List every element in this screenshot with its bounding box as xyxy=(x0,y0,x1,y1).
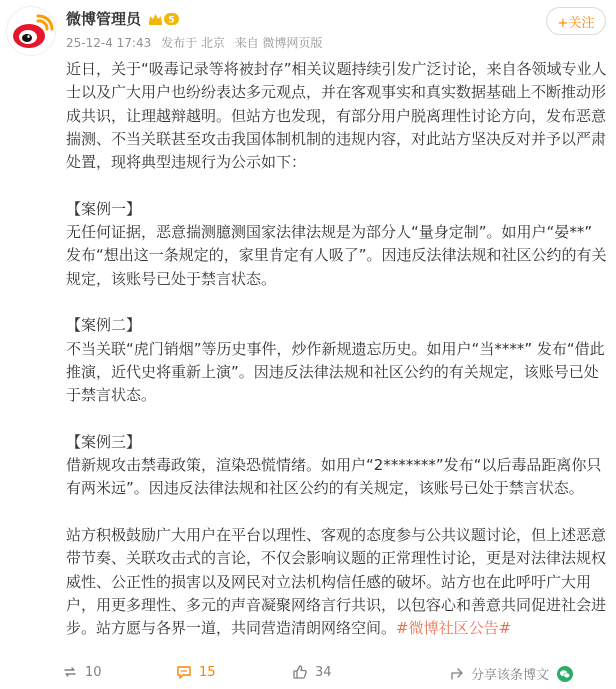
weibo-logo-icon xyxy=(7,7,56,56)
comment-count: 15 xyxy=(199,664,216,680)
post-location: 发布于 北京 xyxy=(161,36,225,50)
post-time[interactable]: 25-12-4 17:43 xyxy=(66,36,152,50)
case-body: 不当关联“虎门销烟”等历史事件，炒作新规遗忘历史。如用户“当****” 发布“借此推演，近代史将重新上演”。因违反法律法规和社区公约的有关规定，该账号已处于禁言状态。 xyxy=(66,339,605,405)
post-closing xyxy=(66,524,610,640)
like-button[interactable] xyxy=(292,664,332,680)
post-meta xyxy=(66,34,329,51)
case-title: 【案例三】 xyxy=(66,432,142,451)
post-footer xyxy=(0,656,616,689)
case-body: 借新规攻击禁毒政策，渲染恐慌情绪。如用户“2*******”发布“以后毒品距离你只有两米远”。因违反法律法规和社区公约的有关规定，该账号已处于禁言状态。 xyxy=(66,456,602,498)
post-header xyxy=(0,0,616,56)
wechat-icon[interactable] xyxy=(557,666,573,682)
comment-button[interactable] xyxy=(176,664,216,680)
comment-icon xyxy=(176,664,192,680)
repost-icon xyxy=(62,664,78,680)
case-title: 【案例二】 xyxy=(66,316,142,335)
repost-count: 10 xyxy=(85,664,102,680)
thumbs-up-icon xyxy=(292,664,308,680)
closing-text: 站方积极鼓励广大用户在平台以理性、客观的态度参与公共议题讨论，但上述恶意带节奏、关联攻击式的言论，不仅会影响议题的正常理性讨论，更是对法律法规权威性、公正性的损害以及网民对立法机构信任感的破坏。站方也在此呼吁广大用户，用更多理性、多元的声音凝聚网络言行共识，以包容心和善意共同促进社会进步。站方愿与各界一道，共同营造清朗网络空间。 xyxy=(66,525,607,638)
share-label: 分享该条博文 xyxy=(471,668,550,683)
follow-button[interactable]: +关注 xyxy=(546,7,606,35)
share-button[interactable] xyxy=(450,664,573,683)
vip-crown-icon xyxy=(147,11,181,27)
case-one xyxy=(66,198,610,291)
post-intro: 近日，关于“吸毒记录等将被封存”相关议题持续引发广泛讨论，来自各领域专业人士以及广大用户也纷纷表达多元观点，并在客观事实和真实数据基础上不断推动形成共识，让理越辩越明。但站方也发现，有部分用户脱离理性讨论方向，发布恶意揣测、不当关联甚至攻击我国体制机制的违规内容，对此站方坚决反对并予以严肃处置，现将典型违规行为公示如下： xyxy=(66,60,607,172)
post-source: 来自 微博网页版 xyxy=(234,36,323,50)
case-two xyxy=(66,314,610,407)
share-icon xyxy=(450,667,464,681)
case-body: 无任何证据，恶意揣测臆测国家法律法规是为部分人“量身定制”。如用户“晏**” 发布“想出这一条规定的，家里肯定有人吸了”。因违反法律法规和社区公约的有关规定，该账号已处于禁言状态。 xyxy=(66,223,607,288)
post-content xyxy=(66,58,610,640)
repost-button[interactable] xyxy=(62,664,102,680)
case-three xyxy=(66,431,610,501)
like-count: 34 xyxy=(315,664,332,680)
vip-level: 5 xyxy=(168,15,175,25)
avatar[interactable] xyxy=(6,6,56,56)
author-name[interactable]: 微博管理员 xyxy=(66,10,142,28)
case-title: 【案例一】 xyxy=(66,199,142,218)
topic-link[interactable]: #微博社区公告# xyxy=(396,619,512,638)
